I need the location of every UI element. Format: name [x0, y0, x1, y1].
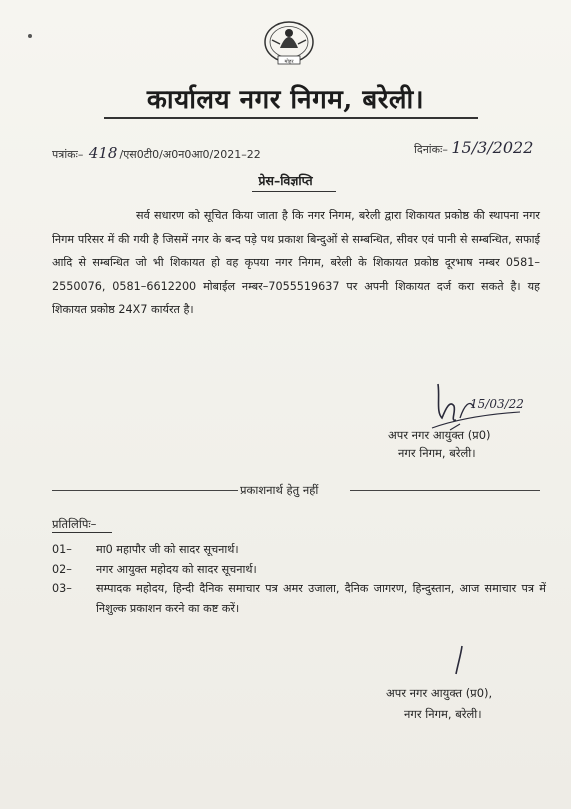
reference-handwritten-number: 418 [88, 144, 118, 162]
list-item-number: 02– [52, 562, 72, 576]
emblem-caption: मोहर [284, 59, 294, 65]
signature-block-bottom [386, 683, 492, 725]
list-item-text: मा0 महापौर जी को सादर सूचनार्थ। [96, 543, 239, 556]
nagar-nigam-emblem [258, 18, 320, 70]
signatory-designation: अपर नगर आयुक्त (प्र0) [388, 428, 491, 442]
signature-date: 15/03/22 [470, 397, 524, 411]
signatory-office: नगर निगम, बरेली। [398, 446, 476, 460]
list-item [52, 579, 546, 618]
signature-block-top [388, 426, 491, 462]
list-item-text: नगर आयुक्त महोदय को सादर सूचनार्थ। [96, 562, 257, 576]
punch-mark [28, 34, 32, 38]
reference-prefix: पत्रांकः– [52, 148, 84, 161]
list-item [52, 560, 546, 580]
signatory-office: नगर निगम, बरेली। [404, 707, 482, 721]
press-release-heading: प्रेस–विज्ञप्ति [258, 173, 313, 188]
office-title: कार्यालय नगर निगम, बरेली। [146, 85, 425, 115]
press-release-body [52, 204, 540, 322]
list-item-text: सम्पादक महोदय, हिन्दी दैनिक समाचार पत्र अमर उजाला, दैनिक जागरण, हिन्दुस्तान, आज समाचार पत्र में निशुल्क प्रकाशन करने का कष्ट करें। [96, 582, 546, 615]
date-handwritten-value: 15/3/2022 [451, 138, 534, 157]
divider-right [350, 490, 540, 491]
copy-label-underline [52, 532, 112, 533]
reference-suffix: /एस0टी0/अ0न0आ0/2021–22 [119, 148, 261, 161]
date-label: दिनांकः– [414, 143, 448, 156]
reference-number [52, 144, 261, 162]
pen-stroke-icon [452, 644, 466, 676]
copy-to-label: प्रतिलिपिः– [52, 517, 97, 531]
body-text: सर्व सधारण को सूचित किया जाता है कि नगर निगम, बरेली द्वारा शिकायत प्रकोष्ठ की स्थापना नगर निगम परिसर में की गयी है जिसमें नगर के बन्द पड़े पथ प्रकाश बिन्दुओं से सम्बन्धित, सीवर एवं पानी से सम्बन्धित, सफाई आदि से सम्बन्धित जो भी शिकायत हो वह कृपया नगर निगम, बरेली के शिकायत प्रकोष्ठ दूरभाष नम्बर 0581–2550076, 0581–6612200 मोबाईल नम्बर–7055519637 पर अपनी शिकायत दर्ज करा सकते है। यह शिकायत प्रकोष्ठ 24X7 कार्यरत है। [52, 209, 540, 316]
list-item [52, 540, 546, 560]
not-for-publication-line [52, 483, 540, 499]
divider-left [52, 490, 238, 491]
title-underline [104, 117, 478, 119]
list-item-number: 01– [52, 543, 72, 556]
date-line [414, 138, 533, 157]
heading-underline [252, 191, 336, 192]
list-item-number: 03– [52, 582, 72, 595]
publication-note: प्रकाशनार्थ हेतु नहीं [240, 483, 319, 497]
copy-to-list [52, 540, 546, 618]
signatory-designation: अपर नगर आयुक्त (प्र0), [386, 686, 493, 700]
